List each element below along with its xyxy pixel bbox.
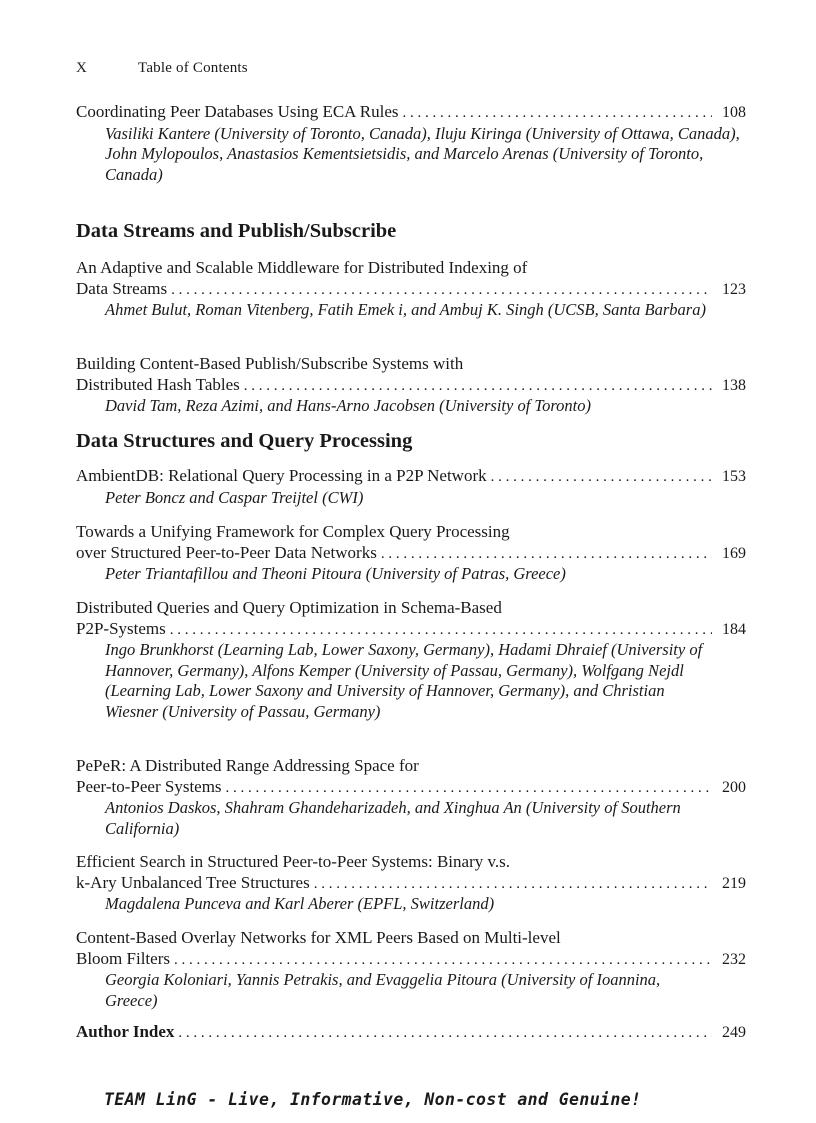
entry-authors: Magdalena Punceva and Karl Aberer (EPFL, Switzerland) [105,894,495,914]
leader-dots [403,103,713,124]
entry-title: Distributed Hash Tables [76,374,240,394]
toc-entry[interactable] [76,258,746,321]
author-index-entry[interactable] [76,1022,746,1044]
leader-dots [178,1023,712,1044]
entry-authors: Antonios Daskos, Shahram Ghandeharizadeh, and Xinghua An (University of Southern California) [105,798,681,838]
entry-title: P2P-Systems [76,618,166,638]
entry-title: over Structured Peer-to-Peer Data Networks [76,542,377,562]
entry-title: Coordinating Peer Databases Using ECA Rules [76,102,399,121]
entry-title: Efficient Search in Structured Peer-to-Peer Systems: Binary v.s. [76,852,510,871]
toc-entry[interactable] [76,928,746,1011]
page-number: 169 [722,544,746,562]
entry-title: Bloom Filters [76,948,170,968]
page-number: 249 [722,1024,746,1041]
toc-entry[interactable] [76,466,746,508]
leader-dots [381,544,712,565]
page-number: 153 [722,468,746,485]
toc-entry[interactable] [76,102,746,185]
entry-authors: Peter Triantafillou and Theoni Pitoura (University of Patras, Greece) [105,564,566,584]
toc-entry[interactable] [76,354,746,417]
page-numeral: X [76,60,88,76]
running-head [76,60,248,77]
running-head-title: Table of Contents [138,60,248,76]
toc-entry[interactable] [76,852,746,915]
leader-dots [171,280,712,301]
leader-dots [314,874,712,895]
entry-title: Content-Based Overlay Networks for XML Peers Based on Multi-level [76,928,561,947]
toc-entry[interactable] [76,598,746,723]
entry-authors: Vasiliki Kantere (University of Toronto, Canada), Iluju Kiringa (University of Ottawa, Canada), John Mylopoulos, Anastasios Kementsietsidis, and Marcelo Arenas (University of Toronto, Canada) [105,123,740,184]
leader-dots [170,620,712,641]
entry-authors: Ingo Brunkhorst (Learning Lab, Lower Saxony, Germany), Hadami Dhraief (University of Hannover, Germany), Alfons Kemper (University of Passau, Germany), Wolfgang Nejdl (Learning Lab, Lower Saxony and University of Hannover, Germany), and Christian Wiesner (University of Passau, Germany) [105,640,703,721]
footer-banner: TEAM LinG - Live, Informative, Non-cost and Genuine! [104,1090,642,1109]
leader-dots [174,950,712,971]
entry-title: k-Ary Unbalanced Tree Structures [76,872,310,892]
toc-entry[interactable] [76,522,746,585]
entry-authors: Ahmet Bulut, Roman Vitenberg, Fatih Emek i, and Ambuj K. Singh (UCSB, Santa Barbara) [105,300,706,320]
entry-title: An Adaptive and Scalable Middleware for Distributed Indexing of [76,258,528,277]
page-number: 123 [722,280,746,298]
page-number: 200 [722,778,746,796]
entry-title: Towards a Unifying Framework for Complex Query Processing [76,522,510,541]
entry-title: Distributed Queries and Query Optimization in Schema-Based [76,598,502,617]
page-number: 184 [722,620,746,638]
page-number: 219 [722,874,746,892]
page-number: 138 [722,376,746,394]
section-heading: Data Streams and Publish/Subscribe [76,220,397,242]
entry-title: Peer-to-Peer Systems [76,776,222,796]
leader-dots [491,467,712,488]
page-number: 232 [722,950,746,968]
toc-entry[interactable] [76,756,746,839]
entry-authors: Georgia Koloniari, Yannis Petrakis, and Evaggelia Pitoura (University of Ioannina, Greece) [105,970,661,1010]
page-number: 108 [722,104,746,121]
entry-title: PePeR: A Distributed Range Addressing Space for [76,756,419,775]
leader-dots [244,376,712,397]
entry-title: Data Streams [76,278,168,298]
entry-title: AmbientDB: Relational Query Processing in a P2P Network [76,466,487,485]
author-index-label: Author Index [76,1022,175,1041]
section-heading: Data Structures and Query Processing [76,430,413,452]
leader-dots [226,778,712,799]
entry-title: Building Content-Based Publish/Subscribe Systems with [76,354,464,373]
entry-authors: Peter Boncz and Caspar Treijtel (CWI) [105,487,364,507]
entry-authors: David Tam, Reza Azimi, and Hans-Arno Jacobsen (University of Toronto) [105,396,591,416]
